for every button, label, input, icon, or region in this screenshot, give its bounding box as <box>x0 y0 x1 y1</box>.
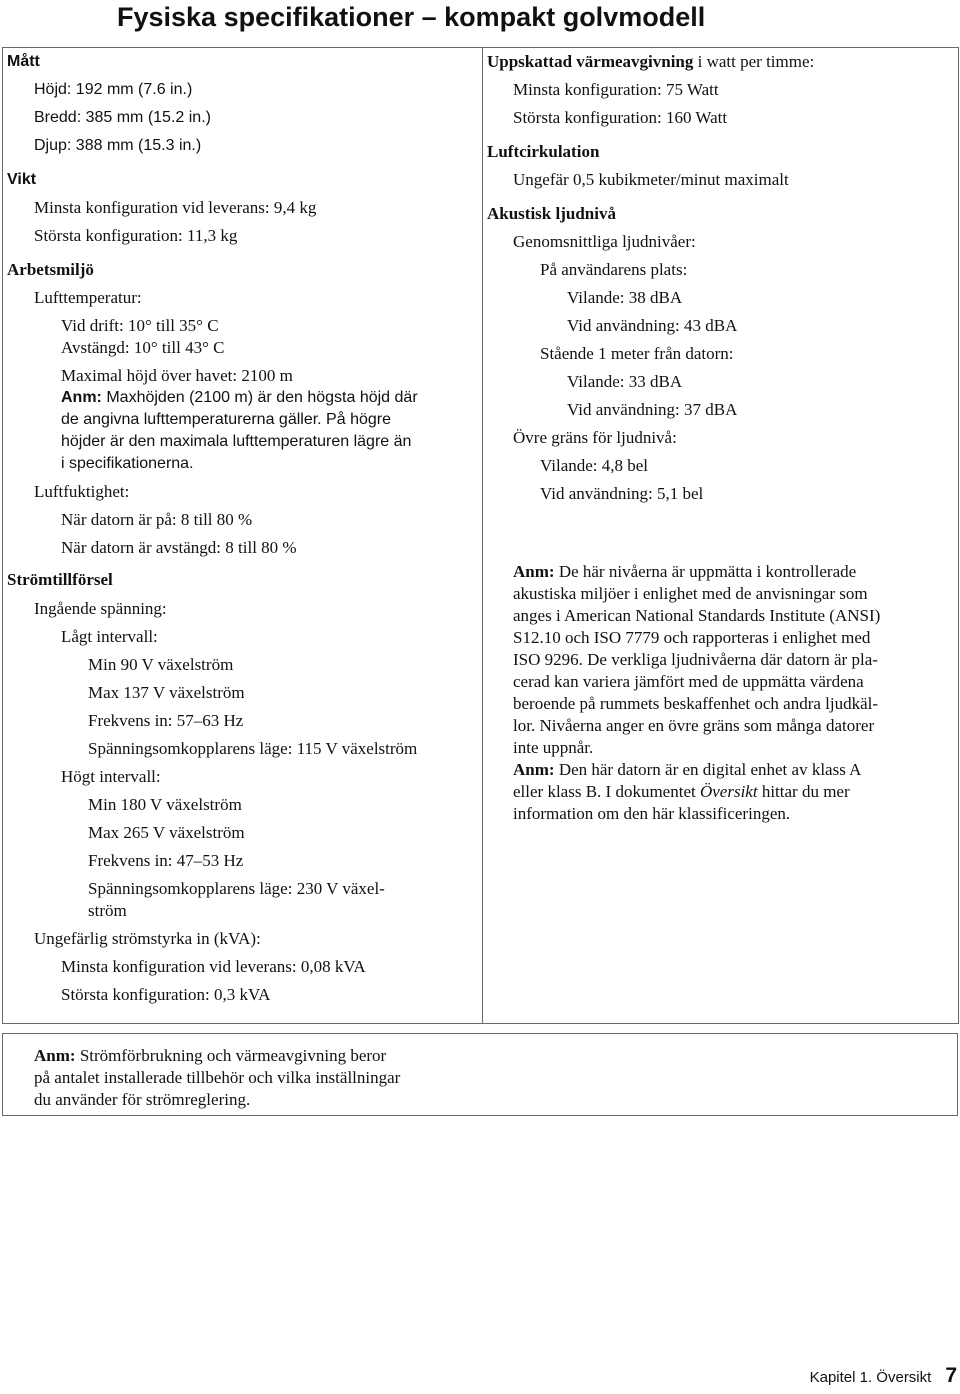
current-max: Största konfiguration: 0,3 kVA <box>61 985 271 1004</box>
acoustic-note-line-2: akustiska miljöer i enlighet med de anvisningar som <box>513 584 868 603</box>
heat-output-heading <box>487 51 814 73</box>
heat-output-min: Minsta konfiguration: 75 Watt <box>513 80 719 99</box>
page-title: Fysiska specifikationer – kompakt golvmodell <box>117 2 706 32</box>
acoustic-note-line-8: lor. Nivåerna anger en övre gräns som många datorer <box>513 716 875 735</box>
page-number: 7 <box>945 1364 957 1387</box>
high-range-switch-line-2: ström <box>88 901 127 920</box>
airflow-value: Ungefär 0,5 kubikmeter/minut maximalt <box>513 170 789 189</box>
altitude-note-line-2: de angivna lufttemperaturerna gäller. På högre <box>61 411 391 428</box>
class-note-line-3: information om den här klassificeringen. <box>513 804 791 823</box>
high-range-switch-line-1: Spänningsomkopplarens läge: 230 V växel- <box>88 879 385 898</box>
altitude-note-line-3: höjder är den maximala lufttemperaturen lägre än <box>61 433 412 450</box>
spec-height: Höjd: 192 mm (7.6 in.) <box>34 81 193 98</box>
bystander-label: Stående 1 meter från datorn: <box>540 344 734 363</box>
section-heading-luftcirkulation: Luftcirkulation <box>487 142 600 161</box>
upper-limit-operating: Vid användning: 5,1 bel <box>540 484 704 503</box>
page-footer <box>810 1364 957 1388</box>
class-note-line-2 <box>513 781 850 803</box>
humidity-on: När datorn är på: 8 till 80 % <box>61 510 253 529</box>
bystander-operating: Vid användning: 37 dBA <box>567 400 738 419</box>
power-note-line-1 <box>34 1045 386 1067</box>
low-range-label: Lågt intervall: <box>61 627 158 646</box>
operator-operating: Vid användning: 43 dBA <box>567 316 738 335</box>
spec-depth: Djup: 388 mm (15.3 in.) <box>34 137 202 154</box>
high-range-label: Högt intervall: <box>61 767 161 786</box>
spec-width: Bredd: 385 mm (15.2 in.) <box>34 109 211 126</box>
column-divider <box>482 48 483 1023</box>
acoustic-note-line-3: anges i American National Standards Institute (ANSI) <box>513 606 881 625</box>
max-altitude: Maximal höjd över havet: 2100 m <box>61 366 293 385</box>
weight-max: Största konfiguration: 11,3 kg <box>34 226 238 245</box>
acoustic-note-line-5: ISO 9296. De verkliga ljudnivåerna där datorn är pla- <box>513 650 878 669</box>
doc-title-link: Översikt <box>699 782 758 801</box>
operator-position-label: På användarens plats: <box>540 260 688 279</box>
note-text: hittar du mer <box>757 782 850 801</box>
acoustic-note-line-7: beroende på rummets beskaffenhet och andra ljudkäl- <box>513 694 879 713</box>
note-label: Anm: <box>513 562 555 581</box>
altitude-note-line-4: i specifikationerna. <box>61 455 194 472</box>
high-range-frequency: Frekvens in: 47–53 Hz <box>88 851 244 870</box>
section-heading-stromtillforsel: Strömtillförsel <box>7 570 113 589</box>
humidity-off: När datorn är avstängd: 8 till 80 % <box>61 538 297 557</box>
input-voltage-label: Ingående spänning: <box>34 599 167 618</box>
upper-limit-label: Övre gräns för ljudnivå: <box>513 428 677 447</box>
note-text: De här nivåerna är uppmätta i kontrollerade <box>554 562 857 581</box>
section-heading-vikt: Vikt <box>7 171 37 188</box>
note-text: Den här datorn är en digital enhet av klass A <box>554 760 862 779</box>
low-range-min: Min 90 V växelström <box>88 655 234 674</box>
note-label: Anm: <box>34 1046 76 1065</box>
heat-output-heading-bold: Uppskattad värmeavgivning <box>487 52 694 71</box>
note-text: eller klass B. I dokumentet <box>513 782 700 801</box>
air-temp-off: Avstängd: 10° till 43° C <box>61 338 225 357</box>
section-heading-akustik: Akustisk ljudnivå <box>487 204 616 223</box>
power-note-line-2: på antalet installerade tillbehör och vilka inställningar <box>34 1068 401 1087</box>
section-heading-arbetsmiljo: Arbetsmiljö <box>7 260 94 279</box>
power-note-line-3: du använder för strömreglering. <box>34 1090 251 1109</box>
operator-idle: Vilande: 38 dBA <box>567 288 683 307</box>
low-range-max: Max 137 V växelström <box>88 683 245 702</box>
current-label: Ungefärlig strömstyrka in (kVA): <box>34 929 261 948</box>
average-noise-label: Genomsnittliga ljudnivåer: <box>513 232 696 251</box>
air-temp-label: Lufttemperatur: <box>34 288 142 307</box>
humidity-label: Luftfuktighet: <box>34 482 130 501</box>
acoustic-note-line-1 <box>513 561 856 583</box>
acoustic-note-line-4: S12.10 och ISO 7779 och rapporteras i enlighet med <box>513 628 871 647</box>
acoustic-note-line-9: inte uppnår. <box>513 738 594 757</box>
current-min: Minsta konfiguration vid leverans: 0,08 kVA <box>61 957 366 976</box>
note-text: Strömförbrukning och värmeavgivning beror <box>75 1046 387 1065</box>
heat-output-max: Största konfiguration: 160 Watt <box>513 108 728 127</box>
section-heading-matt: Mått <box>7 53 40 70</box>
weight-min: Minsta konfiguration vid leverans: 9,4 kg <box>34 198 317 217</box>
low-range-switch: Spänningsomkopplarens läge: 115 V växelström <box>88 739 418 758</box>
high-range-min: Min 180 V växelström <box>88 795 242 814</box>
class-note-line-1 <box>513 759 861 781</box>
bystander-idle: Vilande: 33 dBA <box>567 372 683 391</box>
upper-limit-idle: Vilande: 4,8 bel <box>540 456 649 475</box>
acoustic-note-line-6: cerad kan variera jämfört med de uppmätta värdena <box>513 672 864 691</box>
note-label: Anm: <box>61 389 102 406</box>
altitude-note-line-1 <box>61 387 418 409</box>
low-range-frequency: Frekvens in: 57–63 Hz <box>88 711 244 730</box>
chapter-label: Kapitel 1. Översikt <box>809 1369 932 1386</box>
heat-output-heading-rest: i watt per timme: <box>693 52 815 71</box>
note-label: Anm: <box>513 760 555 779</box>
note-text: Maxhöjden (2100 m) är den högsta höjd där <box>106 389 418 406</box>
high-range-max: Max 265 V växelström <box>88 823 245 842</box>
air-temp-operating: Vid drift: 10° till 35° C <box>61 316 219 335</box>
